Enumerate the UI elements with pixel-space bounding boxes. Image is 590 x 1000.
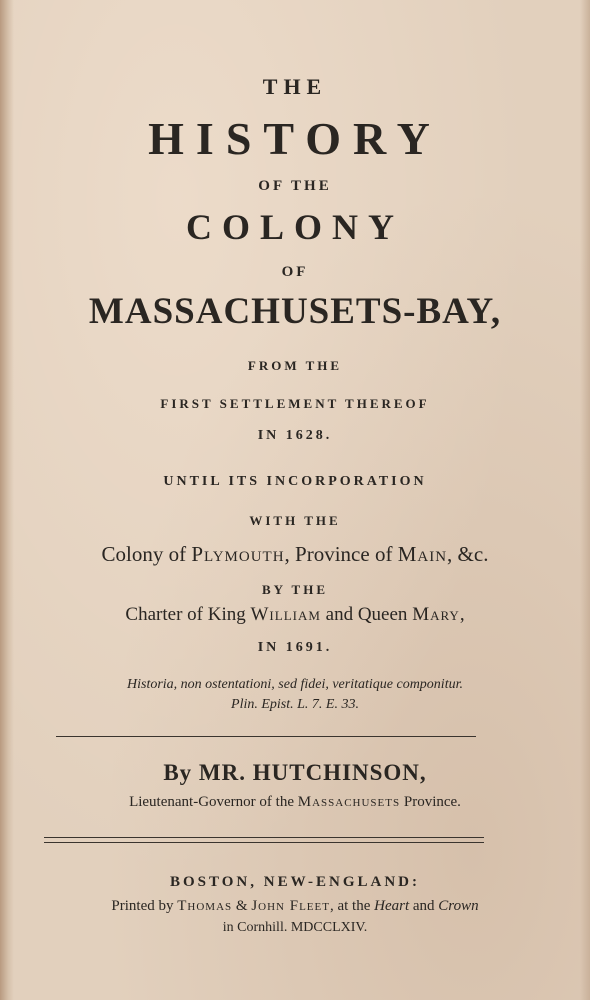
printer-john: John (251, 898, 285, 914)
printer-fleet: Fleet (284, 898, 330, 914)
epigraph-source: Plin. Epist. L. 7. E. 33. (231, 697, 359, 712)
charter-line-mary: Mary (412, 604, 460, 625)
subtitle-until: UNTIL ITS INCORPORATION (163, 474, 427, 489)
subtitle-first-settlement: FIRST SETTLEMENT THEREOF (160, 396, 430, 411)
title-of-the: OF THE (258, 178, 332, 194)
author-line: By MR. HUTCHINSON, (163, 760, 427, 785)
colony-line-plymouth: Plymouth (191, 542, 285, 566)
subtitle-in-1628: IN 1628. (257, 428, 333, 443)
title-massachusets-bay: MASSACHUSETS-BAY, (88, 291, 502, 332)
imprint-place: BOSTON, NEW-ENGLAND: (169, 874, 421, 890)
colony-line-post: , &c. (447, 542, 489, 566)
title-of: OF (281, 264, 309, 280)
title-the: THE (262, 74, 328, 99)
colony-line-main: Main (397, 542, 448, 566)
subtitle-colony-line (0, 542, 590, 567)
colony-line-pre: Colony of (101, 542, 192, 566)
double-rule-top (44, 837, 484, 838)
double-rule-bottom (44, 842, 484, 843)
printer-crown: Crown (438, 898, 479, 914)
divider-rule (56, 736, 476, 737)
subtitle-from-the: FROM THE (247, 358, 343, 373)
title-history: HISTORY (148, 113, 442, 164)
charter-line-william: William (250, 604, 321, 625)
title-colony: COLONY (185, 207, 404, 247)
subtitle-in-1691: IN 1691. (257, 640, 333, 655)
printer-heart: Heart (374, 898, 410, 914)
printer-pre: Printed by (111, 898, 178, 914)
subtitle-charter-line (0, 604, 590, 626)
charter-line-mid: and Queen (320, 604, 413, 625)
author-title-line (0, 794, 590, 811)
printer-and: and (409, 898, 439, 914)
author-title-pre: Lieutenant-Governor of the (129, 794, 298, 810)
author-title-post: Province. (400, 794, 461, 810)
charter-line-post: , (459, 604, 465, 625)
colony-line-mid: , Province of (284, 542, 398, 566)
subtitle-with-the: WITH THE (249, 513, 341, 528)
epigraph-motto: Historia, non ostentationi, sed fidei, veritatique componitur. (127, 677, 463, 692)
printer-mid: , at the (329, 898, 375, 914)
imprint-printer-line (0, 898, 590, 915)
author-title-province: Massachusets (297, 794, 401, 810)
imprint-date-line: in Cornhill. MDCCLXIV. (222, 920, 368, 935)
printer-thomas: Thomas (177, 898, 233, 914)
subtitle-by-the: BY THE (261, 582, 329, 597)
charter-line-pre: Charter of King (125, 604, 251, 625)
printer-amp: & (232, 898, 252, 914)
